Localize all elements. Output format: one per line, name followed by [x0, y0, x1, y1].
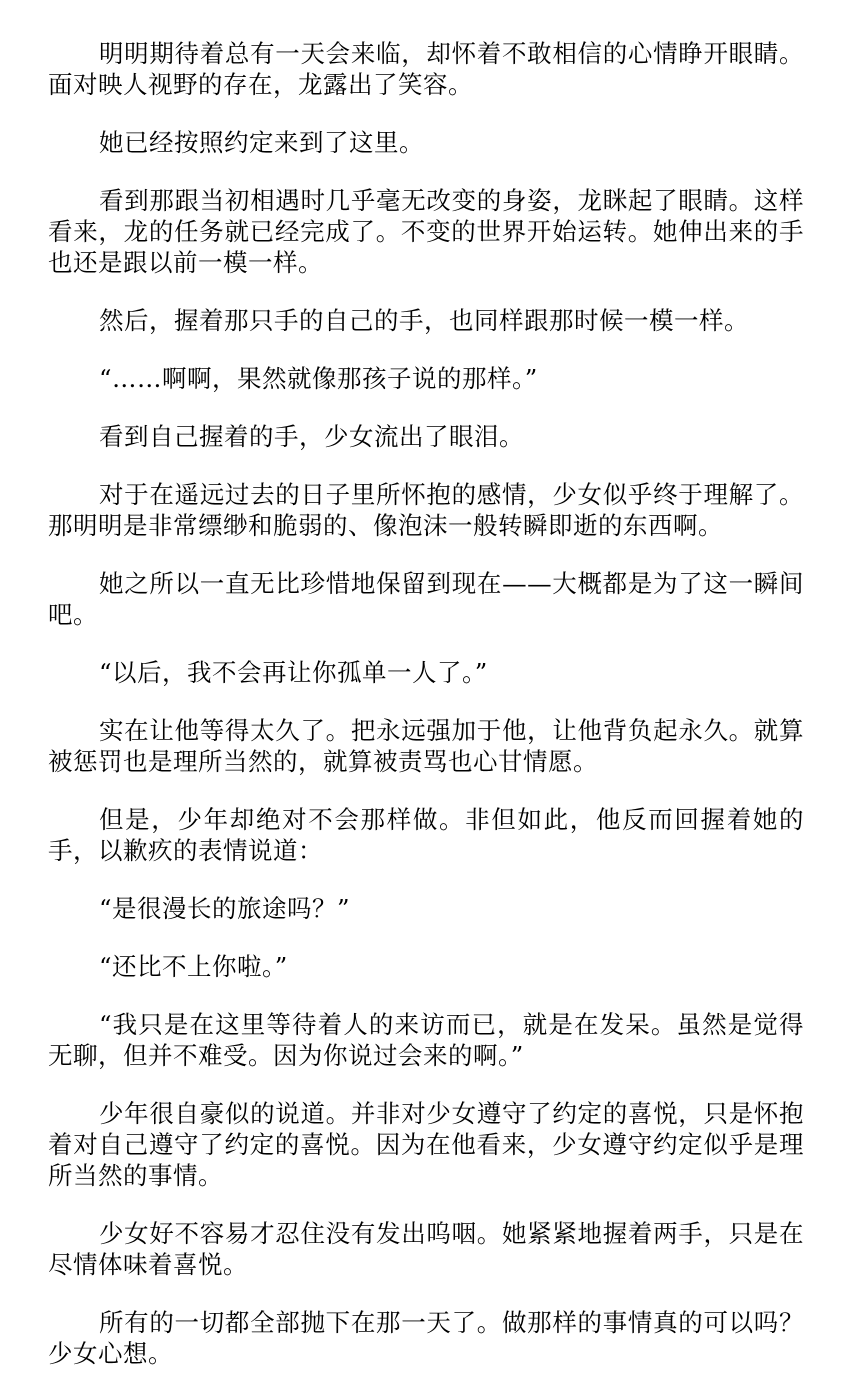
paragraph-17: 所有的一切都全部抛下在那一天了。做那样的事情真的可以吗？少女心想。 [48, 1308, 804, 1368]
paragraph-4: 然后，握着那只手的自己的手，也同样跟那时候一模一样。 [99, 306, 749, 335]
paragraph-7: 对于在遥远过去的日子里所怀抱的感情，少女似乎终于理解了。那明明是非常缥缈和脆弱的、像泡沫一般转瞬即逝的东西啊。 [48, 480, 804, 540]
paragraph-2: 她已经按照约定来到了这里。 [99, 128, 424, 157]
paragraph-13: “还比不上你啦。” [99, 952, 288, 981]
paragraph-14: “我只是在这里等待着人的来访而已，就是在发呆。虽然是觉得无聊，但并不难受。因为你说过会来的啊。” [48, 1010, 804, 1070]
paragraph-12: “是很漫长的旅途吗？” [99, 894, 351, 923]
paragraph-11: 但是，少年却绝对不会那样做。非但如此，他反而回握着她的手，以歉疚的表情说道： [48, 805, 804, 865]
paragraph-10: 实在让他等得太久了。把永远强加于他，让他背负起永久。就算被惩罚也是理所当然的，就算被责骂也心甘情愿。 [48, 716, 804, 776]
paragraph-9: “以后，我不会再让你孤单一人了。” [99, 658, 488, 687]
paragraph-6: 看到自己握着的手，少女流出了眼泪。 [99, 422, 524, 451]
paragraph-3: 看到那跟当初相遇时几乎毫无改变的身姿，龙眯起了眼睛。这样看来，龙的任务就已经完成了。不变的世界开始运转。她伸出来的手也还是跟以前一模一样。 [48, 186, 804, 277]
paragraph-1: 明明期待着总有一天会来临，却怀着不敢相信的心情睁开眼睛。面对映人视野的存在，龙露出了笑容。 [48, 39, 804, 99]
paragraph-15: 少年很自豪似的说道。并非对少女遵守了约定的喜悦，只是怀抱着对自己遵守了约定的喜悦。因为在他看来，少女遵守约定似乎是理所当然的事情。 [48, 1099, 804, 1190]
paragraph-5: “……啊啊，果然就像那孩子说的那样。” [99, 364, 538, 393]
paragraph-16: 少女好不容易才忍住没有发出呜咽。她紧紧地握着两手，只是在尽情体味着喜悦。 [48, 1219, 804, 1279]
document-page [48, 38, 804, 1369]
paragraph-8: 她之所以一直无比珍惜地保留到现在——大概都是为了这一瞬间吧。 [48, 569, 804, 629]
